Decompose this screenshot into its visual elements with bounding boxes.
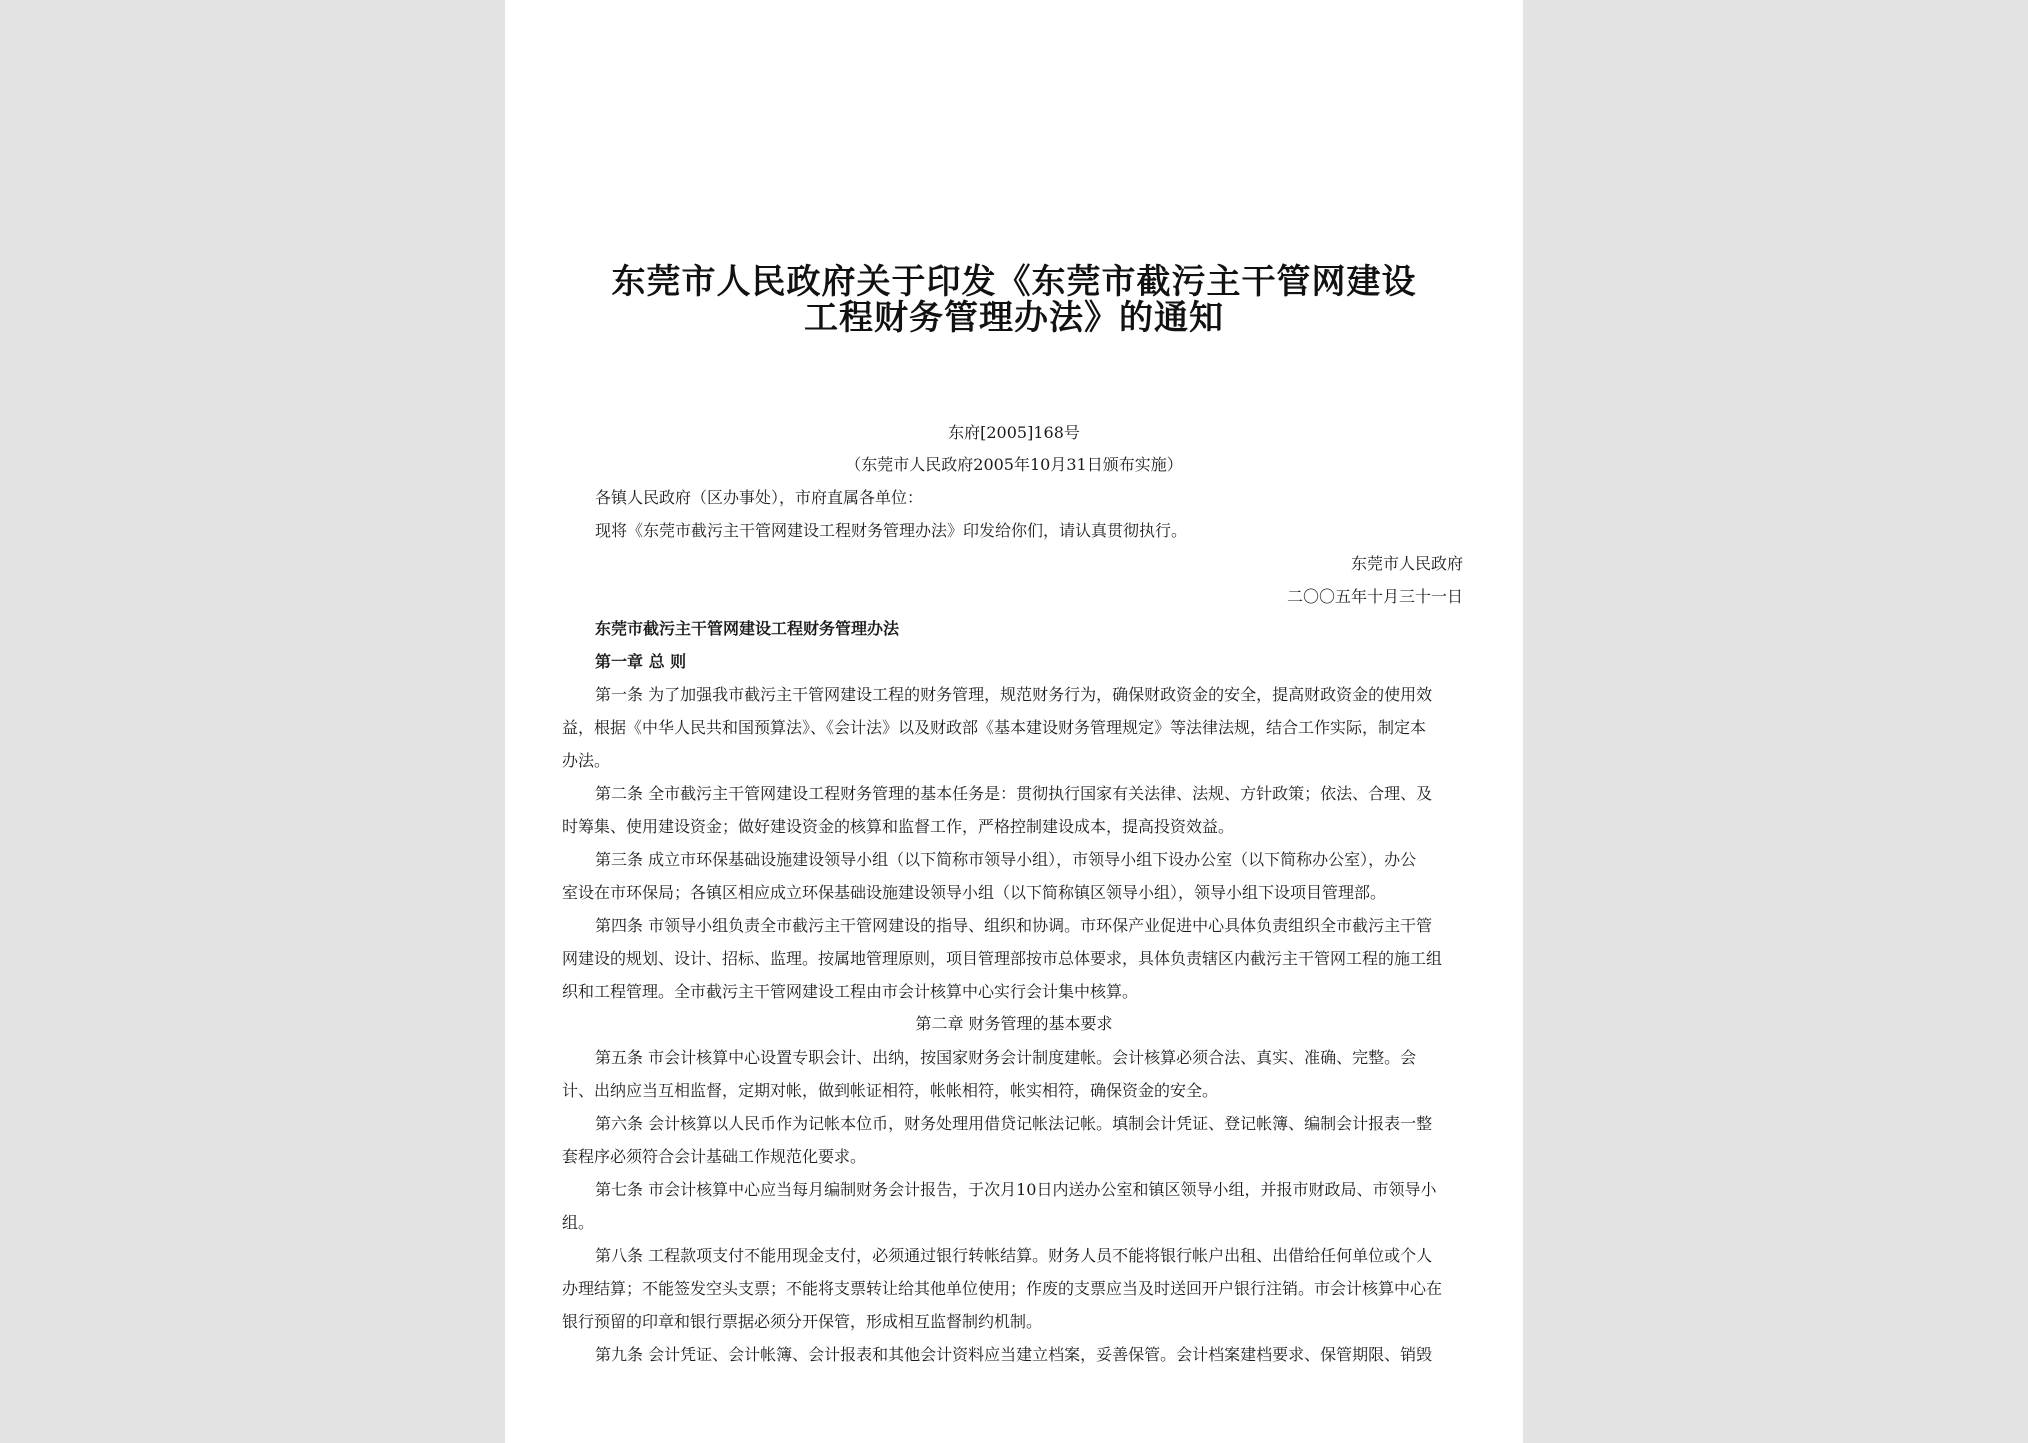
- article-1-line: 第一条 为了加强我市截污主干管网建设工程的财务管理，规范财务行为，确保财政资金的安全，提高财政资金的使用效: [595, 685, 1433, 704]
- article-2-line: 第二条 全市截污主干管网建设工程财务管理的基本任务是：贯彻执行国家有关法律、法规、方针政策；依法、合理、及: [595, 784, 1433, 803]
- article-4-line: 网建设的规划、设计、招标、监理。按属地管理原则，项目管理部按市总体要求，具体负责辖区内截污主干管网工程的施工组: [562, 949, 1443, 968]
- document-number: 东府[2005]168号: [948, 423, 1080, 442]
- article-5-line: 计、出纳应当互相监督，定期对帐，做到帐证相符，帐帐相符，帐实相符，确保资金的安全。: [562, 1081, 1219, 1100]
- article-3-line: 室设在市环保局；各镇区相应成立环保基础设施建设领导小组（以下简称镇区领导小组），领导小组下设项目管理部。: [562, 883, 1387, 902]
- measures-title: 东莞市截污主干管网建设工程财务管理办法: [595, 619, 900, 638]
- document-page: [505, 0, 1523, 1443]
- signer: 东莞市人民政府: [1350, 554, 1463, 573]
- issue-date: 二〇〇五年十月三十一日: [1286, 587, 1463, 606]
- article-3-line: 第三条 成立市环保基础设施建设领导小组（以下简称市领导小组），市领导小组下设办公室（以下简称办公室），办公: [595, 850, 1417, 869]
- chapter-1-heading: 第一章 总 则: [595, 652, 687, 671]
- issued-note: （东莞市人民政府2005年10月31日颁布实施）: [845, 455, 1183, 474]
- document-title-line-2: 工程财务管理办法》的通知: [804, 298, 1224, 338]
- article-1-line: 办法。: [562, 751, 611, 770]
- article-4-line: 第四条 市领导小组负责全市截污主干管网建设的指导、组织和协调。市环保产业促进中心具体负责组织全市截污主干管: [595, 916, 1433, 935]
- document-title-line-1: 东莞市人民政府关于印发《东莞市截污主干管网建设: [611, 262, 1417, 302]
- article-6-line: 第六条 会计核算以人民币作为记帐本位币，财务处理用借贷记帐法记帐。填制会计凭证、登记帐簿、编制会计报表一整: [595, 1114, 1433, 1133]
- intro-paragraph: 现将《东莞市截污主干管网建设工程财务管理办法》印发给你们，请认真贯彻执行。: [595, 521, 1188, 540]
- article-5-line: 第五条 市会计核算中心设置专职会计、出纳，按国家财务会计制度建帐。会计核算必须合法、真实、准确、完整。会: [595, 1048, 1417, 1067]
- article-8-line: 银行预留的印章和银行票据必须分开保管，形成相互监督制约机制。: [562, 1312, 1043, 1331]
- article-6-line: 套程序必须符合会计基础工作规范化要求。: [562, 1147, 867, 1166]
- article-7-line: 组。: [562, 1213, 595, 1232]
- article-8-line: 第八条 工程款项支付不能用现金支付，必须通过银行转帐结算。财务人员不能将银行帐户出租、出借给任何单位或个人: [595, 1246, 1433, 1265]
- article-1-line: 益，根据《中华人民共和国预算法》、《会计法》以及财政部《基本建设财务管理规定》等法律法规，结合工作实际，制定本: [562, 718, 1427, 737]
- article-7-line: 第七条 市会计核算中心应当每月编制财务会计报告，于次月10日内送办公室和镇区领导小组，并报市财政局、市领导小: [595, 1180, 1437, 1199]
- chapter-2-heading: 第二章 财务管理的基本要求: [915, 1014, 1113, 1033]
- article-4-line: 织和工程管理。全市截污主干管网建设工程由市会计核算中心实行会计集中核算。: [562, 982, 1139, 1001]
- article-2-line: 时筹集、使用建设资金；做好建设资金的核算和监督工作，严格控制建设成本，提高投资效益。: [562, 817, 1235, 836]
- article-9-line: 第九条 会计凭证、会计帐簿、会计报表和其他会计资料应当建立档案，妥善保管。会计档案建档要求、保管期限、销毁: [595, 1345, 1433, 1364]
- article-8-line: 办理结算；不能签发空头支票；不能将支票转让给其他单位使用；作废的支票应当及时送回开户银行注销。市会计核算中心在: [562, 1279, 1443, 1298]
- addressee: 各镇人民政府（区办事处），市府直属各单位：: [595, 488, 924, 507]
